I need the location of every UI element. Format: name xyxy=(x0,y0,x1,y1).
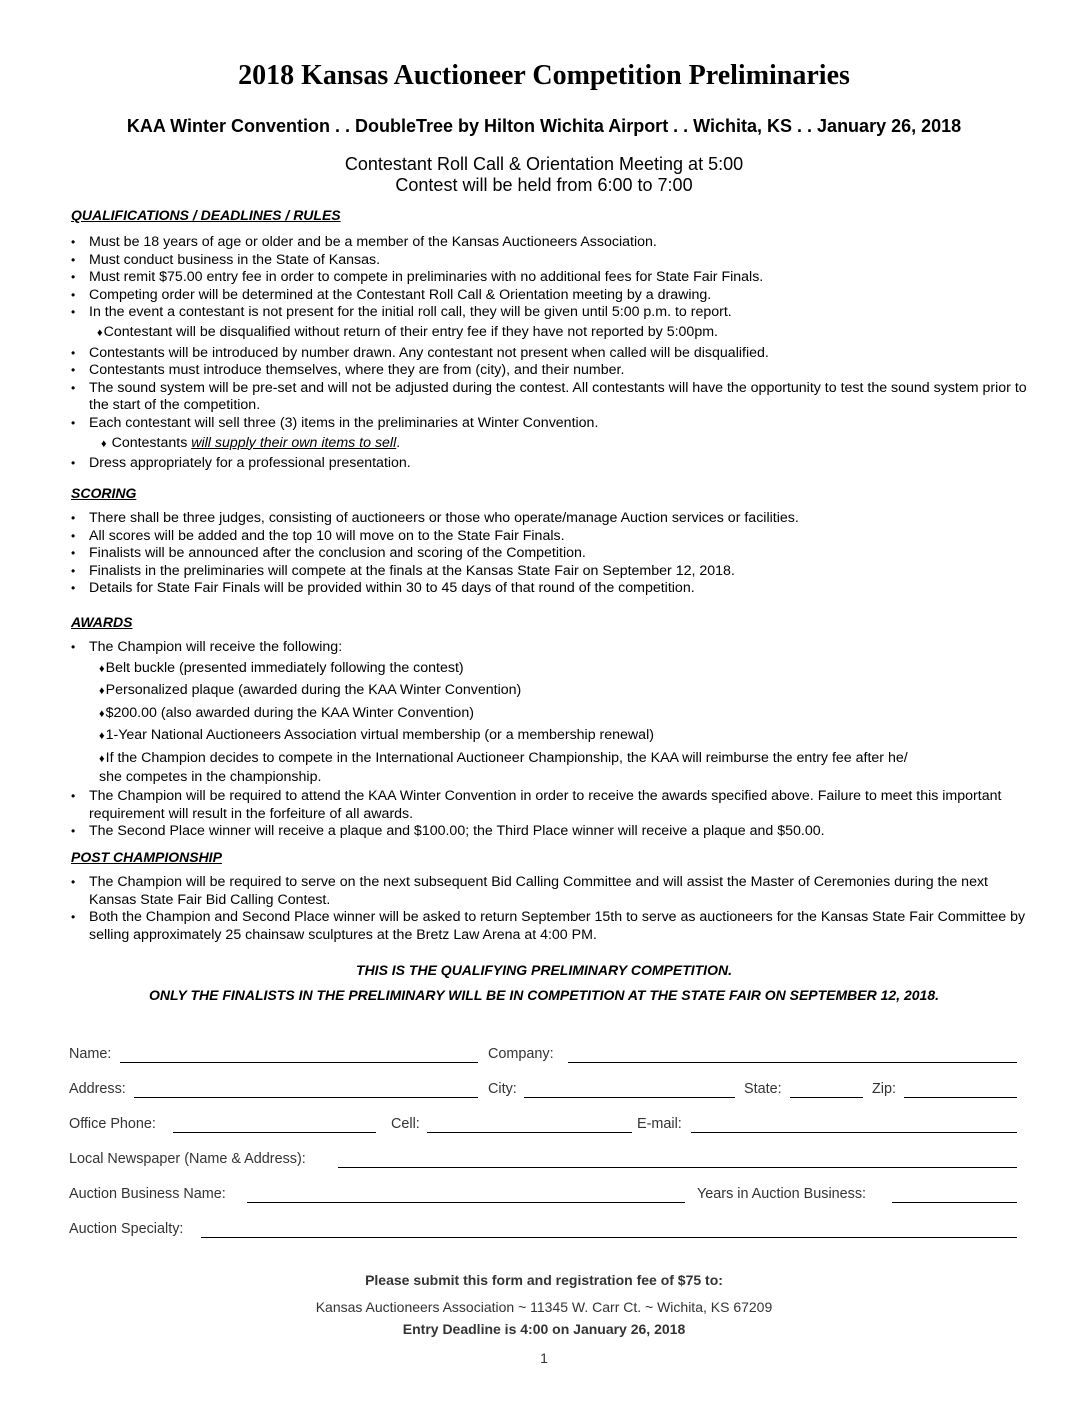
newspaper-field[interactable] xyxy=(338,1167,1017,1168)
cell-label: Cell: xyxy=(391,1116,420,1132)
company-field[interactable] xyxy=(568,1062,1017,1063)
newspaper-label: Local Newspaper (Name & Address): xyxy=(69,1151,306,1167)
sub-list-item: ♦Contestant will be disqualified without return of their entry fee if they have not reported by 5:00pm. xyxy=(97,323,718,340)
meeting-line-1: Contestant Roll Call & Orientation Meeting at 5:00 xyxy=(344,154,744,174)
scoring-heading: SCORING xyxy=(71,485,137,501)
submit-instructions: Please submit this form and registration fee of $75 to: xyxy=(365,1272,723,1288)
specialty-field[interactable] xyxy=(201,1237,1017,1238)
diamond-bullet-icon: ♦ xyxy=(99,685,105,698)
form-row-business xyxy=(69,1186,1017,1206)
qualifications-heading: QUALIFICATIONS / DEADLINES / RULES xyxy=(71,207,341,223)
event-subtitle: KAA Winter Convention . . DoubleTree by Hilton Wichita Airport . . Wichita, KS . . January 26, 2018 xyxy=(126,116,962,136)
specialty-label: Auction Specialty: xyxy=(69,1221,184,1237)
list-item: • Both the Champion and Second Place winner will be asked to return September 15th to serve as auctioneers for the Kansas State Fair Committee by selling approximately 25 chainsaw sculptures at the Bretz Law Arena at 4:00 PM. xyxy=(71,909,1031,944)
address-label: Address: xyxy=(69,1081,126,1097)
business-name-label: Auction Business Name: xyxy=(69,1186,226,1202)
list-item: • Details for State Fair Finals will be provided within 30 to 45 days of that round of the competition. xyxy=(71,580,1031,598)
office-phone-label: Office Phone: xyxy=(69,1116,156,1132)
prize-item: ♦If the Champion decides to compete in the International Auctioneer Championship, the KAA will reimburse the entry fee after he/ xyxy=(99,749,908,766)
form-row-address xyxy=(69,1081,1017,1101)
diamond-bullet-icon: ♦ xyxy=(101,437,107,450)
name-label: Name: xyxy=(69,1046,112,1062)
meeting-line-2: Contest will be held from 6:00 to 7:00 xyxy=(395,175,693,195)
city-field[interactable] xyxy=(524,1097,735,1098)
form-row-phone xyxy=(69,1116,1017,1136)
zip-field[interactable] xyxy=(904,1097,1017,1098)
list-item: • The sound system will be pre-set and will not be adjusted during the contest. All contestants will have the opportunity to test the sound system prior to the start of the competition. xyxy=(71,380,1031,415)
prize-item: ♦$200.00 (also awarded during the KAA Winter Convention) xyxy=(99,704,474,721)
prize-item-continued: she competes in the championship. xyxy=(99,768,322,785)
scoring-list xyxy=(71,510,1031,598)
email-label: E-mail: xyxy=(637,1116,682,1132)
email-field[interactable] xyxy=(691,1132,1017,1133)
list-item: • Must conduct business in the State of Kansas. xyxy=(71,252,1031,270)
form-row-newspaper xyxy=(69,1151,1017,1171)
zip-label: Zip: xyxy=(872,1081,896,1097)
cell-field[interactable] xyxy=(427,1132,632,1133)
list-item: • Competing order will be determined at the Contestant Roll Call & Orientation meeting by a drawing. xyxy=(71,287,1031,305)
diamond-bullet-icon: ♦ xyxy=(99,730,105,743)
diamond-bullet-icon: ♦ xyxy=(99,752,105,765)
prize-item: ♦1-Year National Auctioneers Association virtual membership (or a membership renewal) xyxy=(99,727,654,744)
years-label: Years in Auction Business: xyxy=(697,1186,867,1202)
name-field[interactable] xyxy=(120,1062,478,1063)
meeting-info xyxy=(0,154,1088,196)
list-item: • Contestants must introduce themselves, where they are from (city), and their number. xyxy=(71,362,1031,380)
diamond-bullet-icon: ♦ xyxy=(97,326,103,339)
office-phone-field[interactable] xyxy=(173,1132,376,1133)
list-item: • Dress appropriately for a professional presentation. xyxy=(71,455,1031,473)
state-field[interactable] xyxy=(790,1097,863,1098)
entry-deadline: Entry Deadline is 4:00 on January 26, 2018 xyxy=(402,1321,686,1337)
business-name-field[interactable] xyxy=(247,1202,685,1203)
list-item: • All scores will be added and the top 10 will move on to the State Fair Finals. xyxy=(71,528,1031,546)
list-item: • In the event a contestant is not present for the initial roll call, they will be given until 5:00 p.m. to report. xyxy=(71,304,1031,322)
list-item: • There shall be three judges, consisting of auctioneers or those who operate/manage Auction services or facilities. xyxy=(71,510,1031,528)
awards-heading: AWARDS xyxy=(71,614,133,630)
sub-list-item: ♦ Contestants will supply their own items to sell. xyxy=(101,434,401,451)
list-item: • Contestants will be introduced by number drawn. Any contestant not present when called will be disqualified. xyxy=(71,345,1031,363)
post-championship-heading: POST CHAMPIONSHIP xyxy=(71,849,222,865)
list-item: • Must remit $75.00 entry fee in order to compete in preliminaries with no additional fees for State Fair Finals. xyxy=(71,269,1031,287)
state-label: State: xyxy=(744,1081,782,1097)
list-item: • The Champion will be required to attend the KAA Winter Convention in order to receive the awards specified above. Failure to meet this important requirement will result in the forfeiture of all awards. xyxy=(71,788,1031,823)
diamond-bullet-icon: ♦ xyxy=(99,707,105,720)
qualifications-list xyxy=(71,234,1031,473)
address-field[interactable] xyxy=(134,1097,478,1098)
list-item: • The Champion will be required to serve on the next subsequent Bid Calling Committee and will assist the Master of Ceremonies during the next Kansas State Fair Bid Calling Contest. xyxy=(71,874,1031,909)
form-row-specialty xyxy=(69,1221,1017,1241)
list-item: • Must be 18 years of age or older and be a member of the Kansas Auctioneers Association. xyxy=(71,234,1031,252)
notice-line-1: THIS IS THE QUALIFYING PRELIMINARY COMPETITION. xyxy=(356,962,732,978)
diamond-bullet-icon: ♦ xyxy=(99,662,105,675)
notice-line-2: ONLY THE FINALISTS IN THE PRELIMINARY WILL BE IN COMPETITION AT THE STATE FAIR ON SEPTEMBER 12, 2018. xyxy=(148,987,940,1003)
association-address: Kansas Auctioneers Association ~ 11345 W. Carr Ct. ~ Wichita, KS 67209 xyxy=(315,1299,773,1315)
list-item: • Each contestant will sell three (3) items in the preliminaries at Winter Convention. xyxy=(71,415,1031,433)
page-title: 2018 Kansas Auctioneer Competition Preliminaries xyxy=(238,60,850,91)
years-field[interactable] xyxy=(892,1202,1017,1203)
post-championship-list xyxy=(71,874,1031,944)
form-row-name xyxy=(69,1046,1017,1066)
prize-item: ♦Personalized plaque (awarded during the KAA Winter Convention) xyxy=(99,682,522,699)
city-label: City: xyxy=(488,1081,517,1097)
list-item: • Finalists will be announced after the conclusion and scoring of the Competition. xyxy=(71,545,1031,563)
list-item: • The Second Place winner will receive a plaque and $100.00; the Third Place winner will receive a plaque and $50.00. xyxy=(71,823,1031,841)
list-item: • The Champion will receive the following: xyxy=(71,639,1031,657)
company-label: Company: xyxy=(488,1046,554,1062)
page-number: 1 xyxy=(540,1350,548,1366)
prize-item: ♦Belt buckle (presented immediately following the contest) xyxy=(99,659,464,676)
awards-list xyxy=(71,639,1031,841)
list-item: • Finalists in the preliminaries will compete at the finals at the Kansas State Fair on September 12, 2018. xyxy=(71,563,1031,581)
